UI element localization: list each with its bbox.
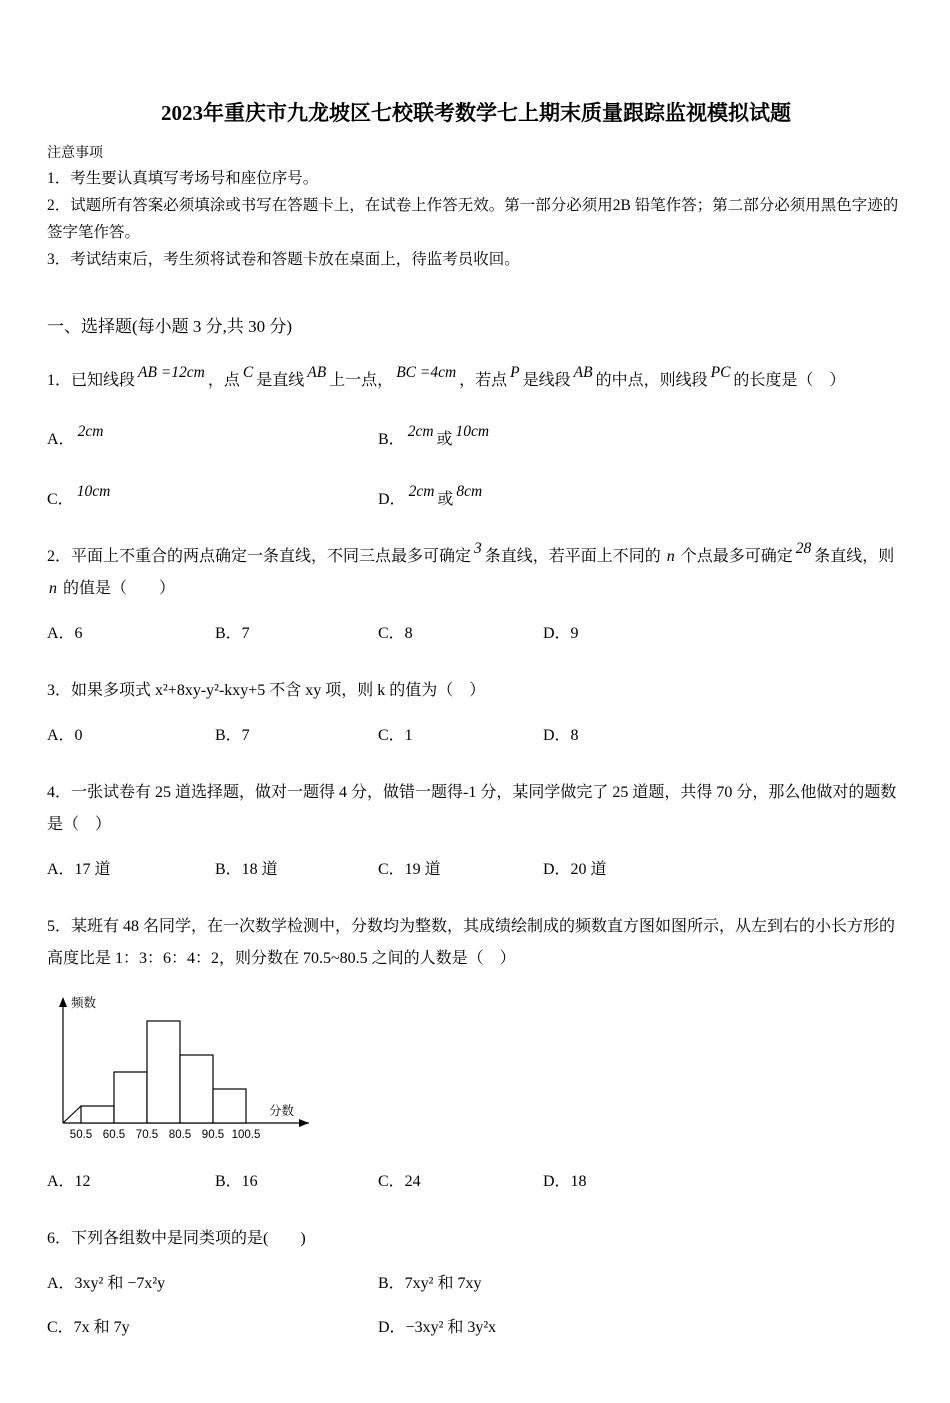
y-axis-arrow-icon bbox=[59, 997, 67, 1007]
question-3 bbox=[47, 675, 905, 751]
math-run: C bbox=[242, 364, 254, 382]
question-3-option-a: A．0 bbox=[47, 727, 83, 745]
histogram-bar bbox=[147, 1021, 180, 1123]
question-4-option-d: D．20 道 bbox=[543, 861, 607, 879]
y-axis-label: 频数 bbox=[71, 996, 97, 1011]
math-run: PC bbox=[710, 364, 731, 382]
question-3-option-c: C．1 bbox=[378, 727, 413, 745]
text-run: 条直线，若平面上不同的 bbox=[484, 548, 665, 566]
question-2-options bbox=[47, 619, 905, 649]
question-2-stem bbox=[47, 541, 905, 605]
text-run: 个点最多可确定 bbox=[676, 548, 793, 566]
histogram-bar bbox=[180, 1055, 213, 1123]
question-4-option-b: B．18 道 bbox=[215, 861, 278, 879]
text-run: 上一点， bbox=[329, 372, 394, 390]
text-run: 的长度是（ ） bbox=[733, 372, 846, 390]
text-run: B． bbox=[378, 431, 405, 449]
math-run: AB bbox=[573, 364, 593, 382]
math-run: 28 bbox=[795, 540, 812, 558]
question-2-option-d: D．9 bbox=[543, 625, 579, 643]
histogram-bar bbox=[81, 1106, 114, 1123]
question-2 bbox=[47, 541, 905, 649]
question-1-options bbox=[47, 425, 905, 515]
x-tick-label: 100.5 bbox=[231, 1129, 261, 1142]
question-6-stem: 6．下列各组数中是同类项的是( ) bbox=[47, 1230, 306, 1248]
question-3-options bbox=[47, 721, 905, 751]
text-run: C． bbox=[47, 491, 74, 509]
text-run: 是线段 bbox=[522, 372, 571, 390]
text-run: 或 bbox=[437, 491, 454, 509]
notice-section bbox=[47, 143, 905, 273]
notice-item-3: 3．考试结束后，考生须将试卷和答题卡放在桌面上，待监考员收回。 bbox=[47, 251, 520, 269]
question-1-stem bbox=[47, 365, 905, 397]
math-run: n bbox=[666, 548, 675, 566]
question-6-options bbox=[47, 1269, 905, 1343]
math-run: BC =4cm bbox=[396, 364, 457, 382]
x-tick-label: 80.5 bbox=[168, 1129, 192, 1142]
text-run: D． bbox=[378, 491, 406, 509]
question-4 bbox=[47, 777, 905, 885]
histogram bbox=[47, 993, 327, 1151]
x-axis-label: 分数 bbox=[269, 1104, 295, 1119]
question-6-option-d: D．−3xy² 和 3y²x bbox=[378, 1319, 497, 1337]
text-run: 的中点，则线段 bbox=[595, 372, 708, 390]
math-run: 2cm bbox=[77, 423, 104, 441]
question-5-stem: 5．某班有 48 名同学，在一次数学检测中，分数均为整数，其成绩绘制成的频数直方图如图所示，从左到右的小长方形的高度比是 1：3：6：4：2，则分数在 70.5~80.5 之间的人数是（ ） bbox=[47, 918, 896, 968]
question-5-option-c: C．24 bbox=[378, 1173, 421, 1191]
question-1-option-d bbox=[378, 485, 905, 515]
text-run: 2．平面上不重合的两点确定一条直线，不同三点最多可确定 bbox=[47, 548, 472, 566]
question-2-option-b: B．7 bbox=[215, 625, 250, 643]
question-5-option-a: A．12 bbox=[47, 1173, 91, 1191]
math-run: AB bbox=[307, 364, 327, 382]
question-6-option-c: C．7x 和 7y bbox=[47, 1319, 130, 1337]
question-4-options bbox=[47, 855, 905, 885]
math-run: n bbox=[49, 580, 57, 598]
x-tick-label: 60.5 bbox=[102, 1129, 126, 1142]
text-run: 是直线 bbox=[256, 372, 305, 390]
text-run: A． bbox=[47, 431, 75, 449]
question-6 bbox=[47, 1223, 905, 1343]
question-5-option-d: D．18 bbox=[543, 1173, 587, 1191]
math-run: 8cm bbox=[456, 483, 483, 501]
math-run: 2cm bbox=[408, 483, 435, 501]
question-1-option-c bbox=[47, 485, 378, 515]
question-3-option-b: B．7 bbox=[215, 727, 250, 745]
x-axis-arrow-icon bbox=[299, 1119, 309, 1127]
math-run: AB =12cm bbox=[138, 364, 205, 382]
question-1-option-a bbox=[47, 425, 378, 455]
question-2-option-a: A．6 bbox=[47, 625, 83, 643]
question-6-option-a: A．3xy² 和 −7x²y bbox=[47, 1275, 166, 1293]
x-tick-label: 70.5 bbox=[135, 1129, 159, 1142]
math-run: 2cm bbox=[407, 423, 434, 441]
notice-item-1: 1．考生要认真填写考场号和座位序号。 bbox=[47, 170, 319, 188]
text-run: 1．已知线段 bbox=[47, 372, 136, 390]
question-1-option-b bbox=[378, 425, 905, 455]
section-heading: 一、选择题(每小题 3 分,共 30 分) bbox=[47, 317, 293, 337]
question-1 bbox=[47, 365, 905, 515]
x-tick-label: 50.5 bbox=[69, 1129, 93, 1142]
question-5-option-b: B．16 bbox=[215, 1173, 258, 1191]
math-run: 3 bbox=[474, 540, 482, 558]
text-run: 条直线，则 bbox=[814, 548, 895, 566]
notice-item-2: 2．试题所有答案必须填涂或书写在答题卡上，在试卷上作答无效。第一部分必须用2B 铅笔作答；第二部分必须用黑色字迹的签字笔作答。 bbox=[47, 197, 899, 242]
question-6-option-b: B．7xy² 和 7xy bbox=[378, 1275, 482, 1293]
math-run: P bbox=[510, 364, 520, 382]
histogram-bar bbox=[213, 1089, 246, 1123]
histogram-figure bbox=[47, 993, 905, 1151]
question-4-stem: 4．一张试卷有 25 道选择题，做对一题得 4 分，做错一题得-1 分，某同学做完了 25 道题，共得 70 分，那么他做对的题数是（ ） bbox=[47, 784, 897, 834]
question-3-stem: 3．如果多项式 x²+8xy-y²-kxy+5 不含 xy 项，则 k 的值为（ ） bbox=[47, 682, 486, 700]
math-run: 10cm bbox=[455, 423, 490, 441]
origin-diagonal bbox=[63, 1106, 81, 1123]
question-3-option-d: D．8 bbox=[543, 727, 579, 745]
page-title: 2023年重庆市九龙坡区七校联考数学七上期末质量跟踪监视模拟试题 bbox=[161, 101, 791, 125]
question-5-options bbox=[47, 1167, 905, 1197]
math-run: 10cm bbox=[76, 483, 111, 501]
text-run: 的值是（ ） bbox=[59, 580, 176, 598]
text-run: 或 bbox=[436, 431, 453, 449]
x-tick-label: 90.5 bbox=[201, 1129, 225, 1142]
question-4-option-c: C．19 道 bbox=[378, 861, 441, 879]
text-run: ，点 bbox=[207, 372, 240, 390]
question-4-option-a: A．17 道 bbox=[47, 861, 111, 879]
histogram-bar bbox=[114, 1072, 147, 1123]
notice-heading: 注意事项 bbox=[47, 146, 103, 162]
question-2-option-c: C．8 bbox=[378, 625, 413, 643]
text-run: ，若点 bbox=[459, 372, 508, 390]
question-5 bbox=[47, 911, 905, 1197]
